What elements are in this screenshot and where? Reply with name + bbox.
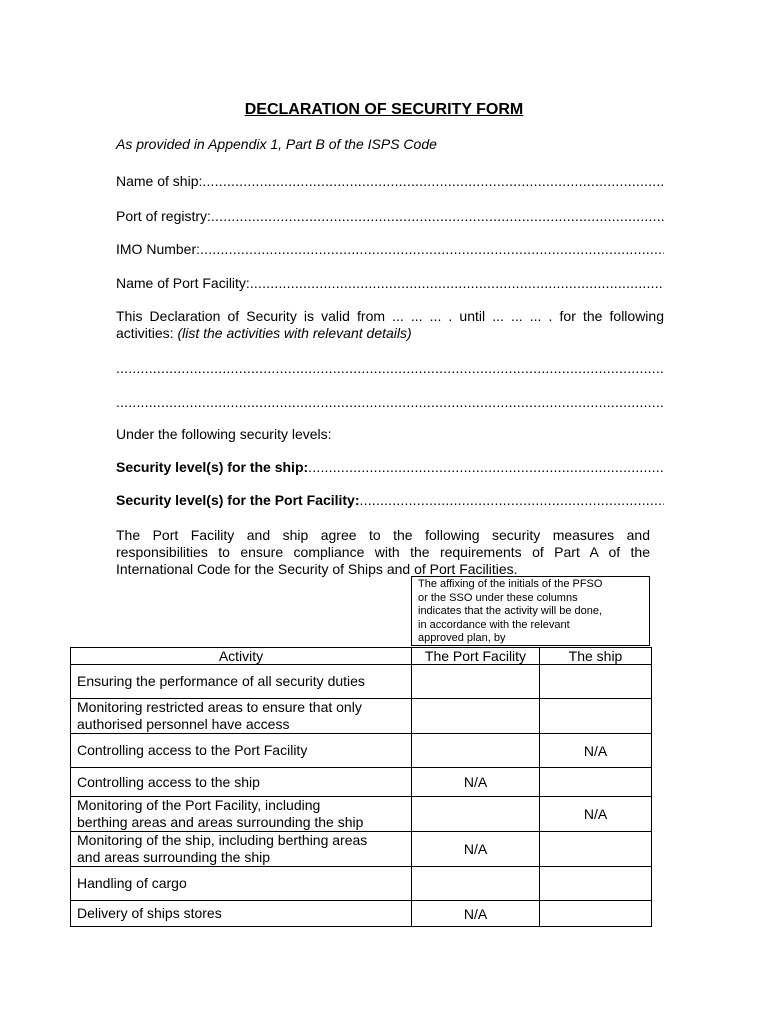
port-facility-cell[interactable]: N/A (412, 768, 540, 797)
table-row (71, 665, 652, 699)
security-ship-field[interactable] (116, 459, 664, 475)
note-line-2: or the SSO under these columns (418, 591, 578, 604)
port-facility-cell[interactable] (412, 867, 540, 901)
validity-line-2-italic: (list the activities with relevant details) (177, 325, 412, 341)
ship-cell[interactable] (540, 901, 652, 927)
activities-blank-line-1[interactable] (116, 360, 664, 376)
table-row (71, 699, 652, 734)
note-line-3: indicates that the activity will be done, (418, 605, 603, 617)
agreement-line-1: The Port Facility and ship agree to the following security measures and (116, 527, 650, 543)
activity-cell (71, 665, 412, 699)
activity-text: Delivery of ships stores (77, 905, 222, 921)
note-line-1: The affixing of the initials of the PFSO (418, 578, 603, 590)
activity-text-2: authorised personnel have access (77, 716, 290, 732)
ship-name-dots (202, 173, 664, 189)
ship-cell[interactable]: N/A (540, 734, 652, 768)
imo-number-dots (200, 241, 664, 257)
port-registry-label: Port of registry: (116, 208, 211, 224)
ship-cell[interactable] (540, 699, 652, 734)
activities-blank-line-2[interactable] (116, 394, 664, 410)
form-title: DECLARATION OF SECURITY FORM (244, 101, 524, 118)
port-registry-field[interactable] (116, 208, 664, 224)
security-port-dots (360, 492, 664, 508)
security-levels-intro: Under the following security levels: (116, 426, 332, 442)
table-row (71, 797, 652, 832)
activity-text: Ensuring the performance of all security duties (77, 673, 365, 689)
validity-paragraph (116, 308, 664, 342)
port-facility-cell[interactable] (412, 665, 540, 699)
table-row (71, 832, 652, 867)
ship-cell[interactable]: N/A (540, 797, 652, 832)
port-registry-dots (211, 208, 664, 224)
port-facility-cell[interactable]: N/A (412, 901, 540, 927)
header-activity: Activity (71, 648, 412, 665)
activity-text-2: berthing areas and areas surrounding the ship (77, 814, 364, 830)
table-row (71, 901, 652, 927)
port-facility-cell[interactable] (412, 797, 540, 832)
table-header-row (71, 648, 652, 665)
note-line-5: approved plan, by (418, 632, 506, 644)
activity-text: Handling of cargo (77, 875, 187, 891)
port-facility-cell[interactable] (412, 699, 540, 734)
activities-dots-2 (116, 394, 664, 410)
security-ship-label: Security level(s) for the ship: (116, 459, 309, 475)
activity-text: Monitoring of the Port Facility, including (77, 797, 321, 813)
table-row (71, 768, 652, 797)
security-ship-dots (308, 459, 664, 475)
ship-cell[interactable] (540, 832, 652, 867)
port-facility-name-dots (250, 275, 664, 291)
initials-note-box (411, 576, 650, 646)
agreement-line-3: International Code for the Security of Ships and of Port Facilities. (116, 561, 518, 577)
activity-cell (71, 867, 412, 901)
header-ship: The ship (540, 648, 652, 665)
port-facility-name-label: Name of Port Facility: (116, 275, 250, 291)
form-subtitle: As provided in Appendix 1, Part B of the ISPS Code (116, 136, 437, 152)
port-facility-cell[interactable] (412, 734, 540, 768)
activity-cell (71, 832, 412, 867)
table-row (71, 734, 652, 768)
ship-name-field[interactable] (116, 173, 664, 189)
port-facility-cell[interactable]: N/A (412, 832, 540, 867)
activity-text: Monitoring of the ship, including berthing areas (77, 832, 368, 848)
ship-cell[interactable] (540, 768, 652, 797)
activities-dots-1 (116, 360, 664, 376)
table-row (71, 867, 652, 901)
security-port-field[interactable] (116, 492, 664, 508)
imo-number-label: IMO Number: (116, 241, 201, 257)
activity-cell (71, 797, 412, 832)
activity-cell (71, 768, 412, 797)
header-port-facility: The Port Facility (412, 648, 540, 665)
validity-line-2 (116, 325, 664, 342)
activity-text-2: and areas surrounding the ship (77, 849, 271, 865)
port-facility-name-field[interactable] (116, 275, 664, 291)
ship-cell[interactable] (540, 665, 652, 699)
agreement-paragraph (116, 527, 650, 578)
activity-text: Monitoring restricted areas to ensure that only (77, 699, 362, 715)
security-port-label: Security level(s) for the Port Facility: (116, 492, 360, 508)
imo-number-field[interactable] (116, 241, 664, 257)
agreement-line-2: responsibilities to ensure compliance with the requirements of Part A of the (116, 544, 650, 560)
activity-text: Controlling access to the Port Facility (77, 742, 308, 758)
activity-table (70, 647, 652, 927)
validity-line-1: This Declaration of Security is valid from ... ... ... . until ... ... ... . for the following (116, 308, 664, 324)
note-line-4: in accordance with the relevant (418, 618, 570, 631)
ship-cell[interactable] (540, 867, 652, 901)
activity-cell (71, 734, 412, 768)
activity-cell (71, 901, 412, 927)
ship-name-label: Name of ship: (116, 173, 203, 189)
activity-cell (71, 699, 412, 734)
validity-line-2-prefix: activities: (116, 325, 178, 341)
activity-text: Controlling access to the ship (77, 773, 260, 790)
